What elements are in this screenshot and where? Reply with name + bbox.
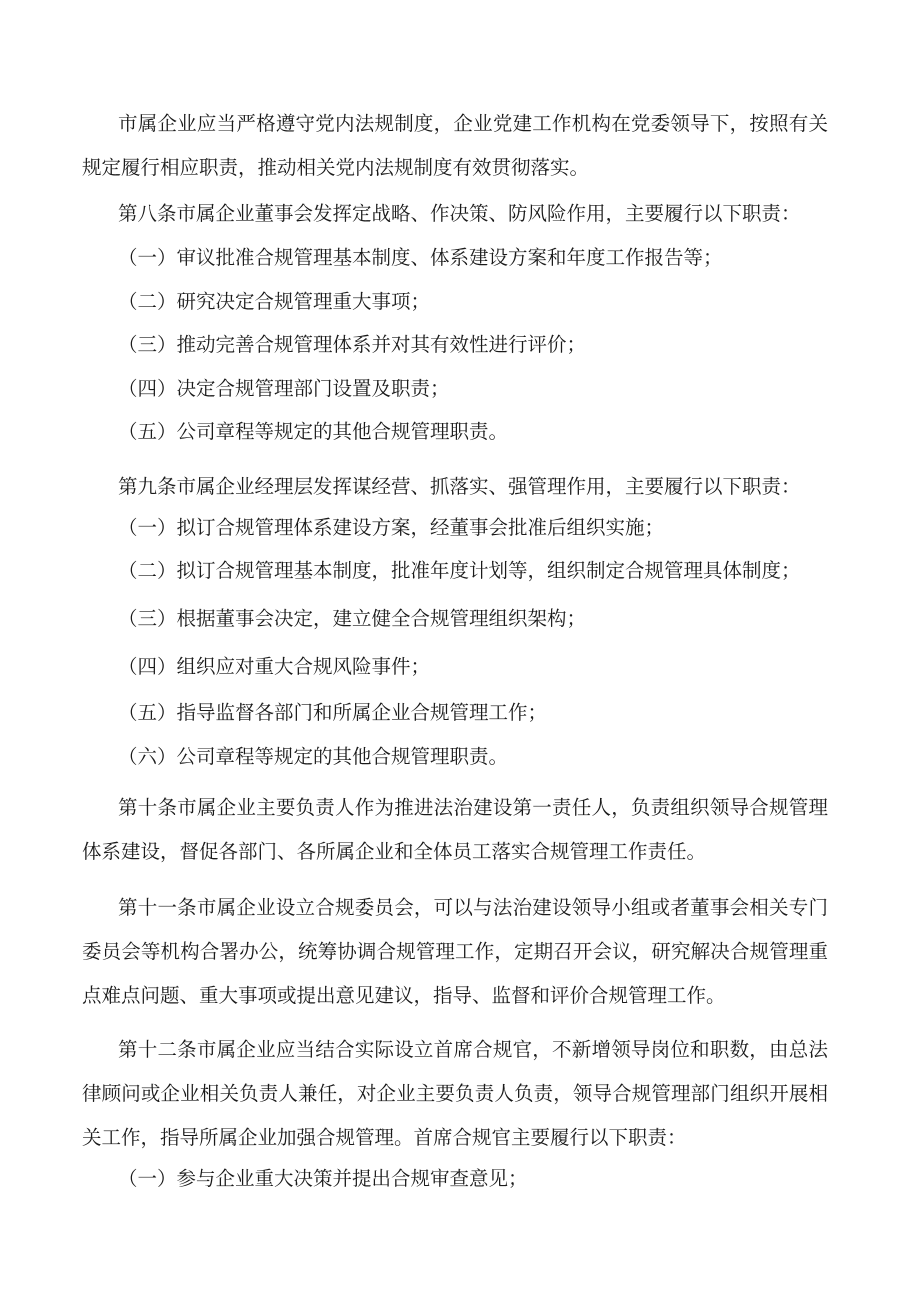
article-9-item-5: （五）指导监督各部门和所属企业合规管理工作； — [118, 701, 548, 724]
article-8-item-1: （一）审议批准合规管理基本制度、体系建设方案和年度工作报告等； — [118, 246, 723, 269]
article-8-item-4: （四）决定合规管理部门设置及职责； — [118, 377, 450, 400]
paragraph-party-regulations: 市属企业应当严格遵守党内法规制度，企业党建工作机构在党委领导下，按照有关规定履行相应职责，推动相关党内法规制度有效贯彻落实。 — [82, 112, 828, 179]
article-10: 第十条市属企业主要负责人作为推进法治建设第一责任人，负责组织领导合规管理体系建设，督促各部门、各所属企业和全体员工落实合规管理工作责任。 — [82, 796, 828, 863]
article-12-item-1: （一）参与企业重大决策并提出合规审查意见； — [118, 1167, 528, 1190]
article-12: 第十二条市属企业应当结合实际设立首席合规官，不新增领导岗位和职数，由总法律顾问或企业相关负责人兼任，对企业主要负责人负责，领导合规管理部门组织开展相关工作，指导所属企业加强合规管理。首席合规官主要履行以下职责： — [82, 1038, 828, 1149]
article-8-item-2: （二）研究决定合规管理重大事项； — [118, 290, 431, 313]
article-11: 第十一条市属企业设立合规委员会，可以与法治建设领导小组或者董事会相关专门委员会等机构合署办公，统筹协调合规管理工作，定期召开会议，研究解决合规管理重点难点问题、重大事项或提出意见建议，指导、监督和评价合规管理工作。 — [82, 896, 828, 1007]
article-9-item-4: （四）组织应对重大合规风险事件； — [118, 655, 431, 678]
article-9-heading: 第九条市属企业经理层发挥谋经营、抓落实、强管理作用，主要履行以下职责： — [118, 475, 801, 498]
article-8-item-3: （三）推动完善合规管理体系并对其有效性进行评价； — [118, 333, 587, 356]
article-9-item-6: （六）公司章程等规定的其他合规管理职责。 — [118, 745, 509, 768]
article-9-item-1: （一）拟订合规管理体系建设方案，经董事会批准后组织实施； — [118, 516, 665, 539]
article-8-item-5: （五）公司章程等规定的其他合规管理职责。 — [118, 420, 509, 443]
article-9-item-3: （三）根据董事会决定，建立健全合规管理组织架构； — [118, 607, 587, 630]
article-8-heading: 第八条市属企业董事会发挥定战略、作决策、防风险作用，主要履行以下职责： — [118, 202, 801, 225]
article-9-item-2: （二）拟订合规管理基本制度，批准年度计划等，组织制定合规管理具体制度； — [118, 559, 801, 582]
